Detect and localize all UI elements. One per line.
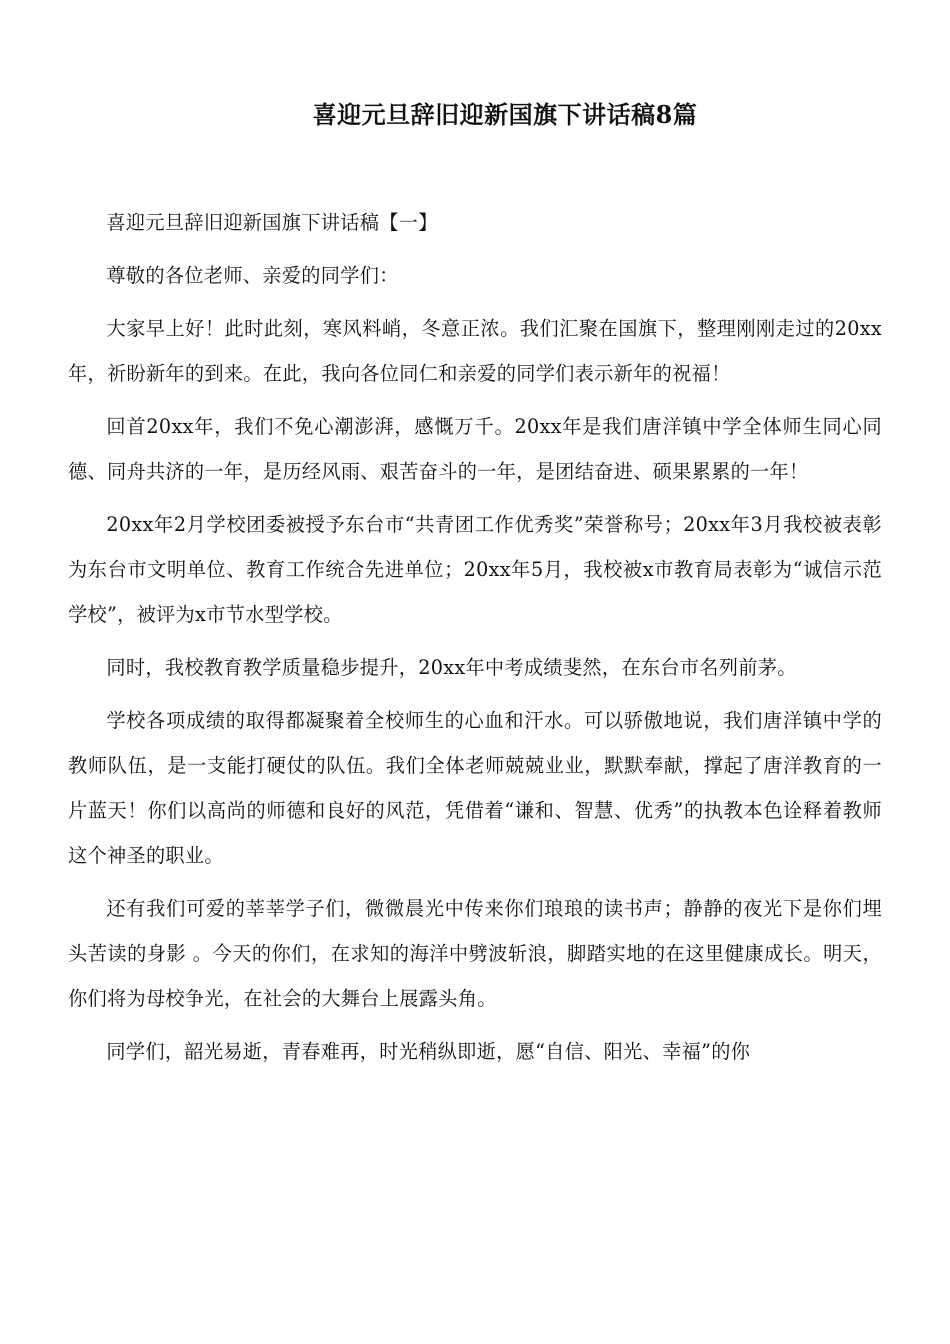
salutation: 尊敬的各位老师、亲爱的同学们： — [106, 264, 399, 287]
paragraph: 学校各项成绩的取得都凝聚着全校师生的心血和汗水。可以骄傲地说，我们唐洋镇中学的教师队伍，是一支能打硬仗的队伍。我们全体老师兢兢业业，默默奉献，撑起了唐洋教育的一片蓝天！你们以高尚的师德和良好的风范，凭借着“谦和、智慧、优秀”的执教本色诠释着教师这个神圣的职业。 — [68, 709, 882, 867]
paragraph: 还有我们可爱的莘莘学子们，微微晨光中传来你们琅琅的读书声；静静的夜光下是你们埋头苦读的身影 。今天的你们，在求知的海洋中劈波斩浪，脚踏实地的在这里健康成长。明天，你们将为母校争光，在社会的大舞台上展露头角。 — [68, 897, 882, 1010]
section-heading: 喜迎元旦辞旧迎新国旗下讲话稿【一】 — [106, 211, 438, 234]
paragraph: 大家早上好！此时此刻，寒风料峭，冬意正浓。我们汇聚在国旗下，整理刚刚走过的20xx年，祈盼新年的到来。在此，我向各位同仁和亲爱的同学们表示新年的祝福！ — [68, 317, 882, 385]
document-title: 喜迎元旦辞旧迎新国旗下讲话稿8篇 — [312, 100, 698, 129]
paragraph: 同学们，韶光易逝，青春难再，时光稍纵即逝，愿“自信、阳光、幸福”的你 — [106, 1040, 751, 1063]
document-body — [68, 200, 882, 1074]
paragraph: 同时，我校教育教学质量稳步提升，20xx年中考成绩斐然，在东台市名列前茅。 — [106, 656, 797, 679]
paragraph: 20xx年2月学校团委被授予东台市“共青团工作优秀奖”荣誉称号；20xx年3月我校被表彰为东台市文明单位、教育工作统合先进单位；20xx年5月，我校被x市教育局表彰为“诚信示范学校”，被评为x市节水型学校。 — [68, 513, 882, 626]
paragraph: 回首20xx年，我们不免心潮澎湃，感慨万千。20xx年是我们唐洋镇中学全体师生同心同德、同舟共济的一年，是历经风雨、艰苦奋斗的一年，是团结奋进、硕果累累的一年！ — [68, 415, 882, 483]
